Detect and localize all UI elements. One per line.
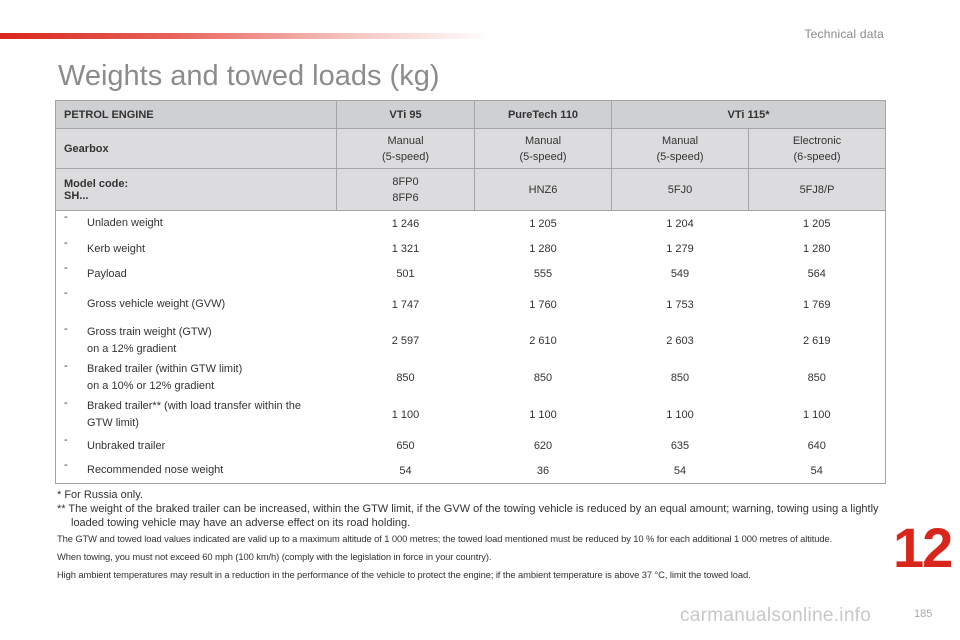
footnote-braked-trailer: ** The weight of the braked trailer can be increased, within the GTW limit, if the GVW of the towing vehicle is reduced by an equal amount; warning, towing using a lightly loaded towing vehicle may have an adverse effect on its road holding. [57, 503, 879, 529]
table-cell: 555 [533, 268, 553, 280]
footnote-russia: * For Russia only. [57, 489, 143, 501]
table-cell: 1 204 [666, 217, 694, 230]
gearbox-cell: Electronic (6-speed) [749, 129, 886, 169]
table-cell: 640 [807, 440, 826, 452]
table-cell: 850 [396, 372, 415, 384]
page-title: Weights and towed loads (kg) [58, 60, 440, 92]
row-label: - Braked trailer** (with load transfer within the GTW limit) [64, 396, 301, 429]
section-label: Technical data [804, 27, 884, 41]
table-cell: 1 280 [802, 243, 831, 255]
table-header-row [56, 101, 886, 129]
table-cell: 54 [337, 459, 475, 484]
gearbox-cell: Manual (5-speed) [337, 129, 475, 169]
model-code-cell: 5FJ8/P [749, 169, 886, 211]
table-row [56, 211, 886, 237]
note-speed: When towing, you must not exceed 60 mph (100 km/h) (comply with the legislation in force in your country). [57, 551, 492, 562]
gearbox-row [56, 129, 886, 169]
model-code-cell: 5FJ0 [612, 169, 749, 211]
watermark: carmanualsonline.info [680, 605, 872, 626]
table-cell: 1 321 [391, 243, 420, 255]
model-code-cell: HNZ6 [475, 169, 612, 211]
table-cell: 850 [533, 372, 553, 384]
row-label: - Unbraked trailer [64, 433, 166, 452]
row-label: - Gross vehicle weight (GVW) [64, 286, 226, 310]
weights-table [55, 100, 886, 484]
table-cell: 54 [612, 459, 749, 484]
table-row [56, 262, 886, 287]
table-cell: 1 246 [391, 217, 420, 230]
footnotes [57, 488, 887, 584]
table-cell: 850 [807, 372, 826, 384]
row-label: - Kerb weight [64, 236, 146, 255]
table-cell: 1 747 [391, 298, 420, 311]
row-label: - Unladen weight [64, 211, 163, 230]
engine-vti95-header: VTi 95 [337, 101, 475, 129]
table-row [56, 237, 886, 262]
table-cell: 1 760 [529, 298, 557, 311]
table-cell: 850 [670, 372, 690, 384]
engine-header: PETROL ENGINE [56, 101, 337, 129]
row-label: - Braked trailer (within GTW limit) on a 10% or 12% gradient [64, 359, 243, 392]
model-code-row [56, 169, 886, 211]
table-row [56, 397, 886, 434]
note-temperature: High ambient temperatures may result in a reduction in the performance of the vehicle to protect the engine; if the ambient temperature is above 37 °C, limit the towed load. [57, 569, 751, 580]
table-row [56, 287, 886, 323]
table-cell: 1 100 [802, 409, 831, 421]
table-cell: 1 100 [666, 409, 694, 421]
table-cell: 2 619 [802, 335, 831, 347]
table-cell: 2 597 [391, 335, 420, 347]
table-cell: 1 279 [666, 243, 694, 255]
table-row [56, 459, 886, 484]
model-code-cell: 8FP0 8FP6 [337, 169, 475, 211]
page-number: 185 [914, 608, 933, 620]
engine-puretech110-header: PureTech 110 [475, 101, 612, 129]
table-cell: 620 [533, 440, 553, 452]
table-cell: 1 100 [529, 409, 557, 421]
row-label: - Gross train weight (GTW) on a 12% gradient [64, 322, 212, 355]
table-cell: 1 100 [391, 409, 420, 421]
table-cell: 549 [670, 268, 690, 280]
chapter-number: 12 [893, 516, 952, 579]
gearbox-cell: Manual (5-speed) [612, 129, 749, 169]
table-cell: 635 [670, 440, 690, 452]
table-row [56, 323, 886, 360]
table-cell: 54 [749, 459, 886, 484]
table-cell: 650 [396, 440, 415, 452]
table-cell: 36 [475, 459, 612, 484]
gearbox-cell: Manual (5-speed) [475, 129, 612, 169]
table-cell: 2 610 [529, 335, 557, 347]
model-code-label: Model code: SH... [56, 169, 337, 211]
note-altitude: The GTW and towed load values indicated are valid up to a maximum altitude of 1 000 metres; the towed load mentioned must be reduced by 10 % for each additional 1 000 metres of altitude. [57, 533, 833, 544]
row-label: - Recommended nose weight [56, 459, 337, 484]
gearbox-label: Gearbox [56, 129, 337, 169]
table-row [56, 360, 886, 397]
table-cell: 1 769 [802, 298, 831, 311]
table-cell: 1 753 [666, 298, 694, 311]
table-cell: 501 [396, 268, 415, 280]
table-cell: 1 280 [529, 243, 557, 255]
row-label: - Payload [64, 261, 127, 280]
header-accent-bar [0, 33, 490, 39]
table-row [56, 434, 886, 459]
table-cell: 2 603 [666, 335, 694, 347]
table-cell: 1 205 [529, 217, 557, 230]
table-cell: 1 205 [802, 217, 831, 230]
table-cell: 564 [807, 268, 826, 280]
engine-vti115-header: VTi 115* [612, 101, 886, 129]
